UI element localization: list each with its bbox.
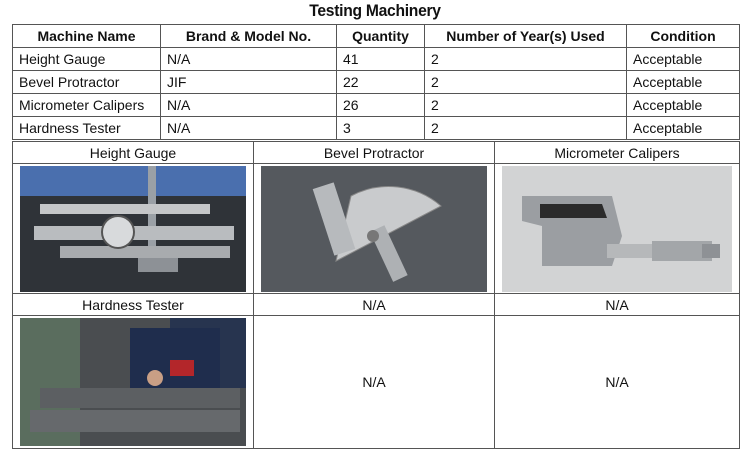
bevel-protractor-photo — [261, 166, 487, 292]
cell-years-used: 2 — [425, 71, 627, 94]
header-years-used: Number of Year(s) Used — [425, 25, 627, 48]
cell-quantity: 3 — [337, 117, 425, 140]
header-quantity: Quantity — [337, 25, 425, 48]
cell-brand-model: N/A — [161, 94, 337, 117]
table-header-row — [13, 25, 740, 48]
photo-grid — [12, 141, 740, 449]
header-brand-model: Brand & Model No. — [161, 25, 337, 48]
cell-machine-name: Micrometer Calipers — [13, 94, 161, 117]
page-title: Testing Machinery — [309, 1, 441, 20]
table-row — [13, 48, 740, 71]
table-row — [13, 71, 740, 94]
caption-micrometer-calipers: Micrometer Calipers — [495, 142, 740, 164]
header-machine-name: Machine Name — [13, 25, 161, 48]
cell-condition: Acceptable — [627, 48, 740, 71]
photo-caption-row — [13, 294, 740, 316]
cell-machine-name: Height Gauge — [13, 48, 161, 71]
photo-image-row — [13, 316, 740, 449]
cell-quantity: 41 — [337, 48, 425, 71]
cell-brand-model: N/A — [161, 48, 337, 71]
cell-years-used: 2 — [425, 48, 627, 71]
caption-hardness-tester: Hardness Tester — [13, 294, 254, 316]
cell-condition: Acceptable — [627, 94, 740, 117]
photo-image-row — [13, 164, 740, 294]
cell-condition: Acceptable — [627, 117, 740, 140]
caption-na: N/A — [254, 294, 495, 316]
cell-machine-name: Hardness Tester — [13, 117, 161, 140]
micrometer-calipers-photo — [502, 166, 732, 292]
header-condition: Condition — [627, 25, 740, 48]
table-row — [13, 94, 740, 117]
cell-years-used: 2 — [425, 94, 627, 117]
cell-brand-model: JIF — [161, 71, 337, 94]
testing-machinery-table — [12, 24, 740, 140]
cell-years-used: 2 — [425, 117, 627, 140]
cell-quantity: 22 — [337, 71, 425, 94]
height-gauge-photo — [20, 166, 246, 292]
hardness-tester-photo — [20, 318, 246, 446]
na-placeholder: N/A — [495, 316, 740, 449]
cell-condition: Acceptable — [627, 71, 740, 94]
caption-height-gauge: Height Gauge — [13, 142, 254, 164]
table-row — [13, 117, 740, 140]
caption-bevel-protractor: Bevel Protractor — [254, 142, 495, 164]
caption-na: N/A — [495, 294, 740, 316]
cell-quantity: 26 — [337, 94, 425, 117]
na-placeholder: N/A — [254, 316, 495, 449]
cell-machine-name: Bevel Protractor — [13, 71, 161, 94]
photo-caption-row — [13, 142, 740, 164]
cell-brand-model: N/A — [161, 117, 337, 140]
